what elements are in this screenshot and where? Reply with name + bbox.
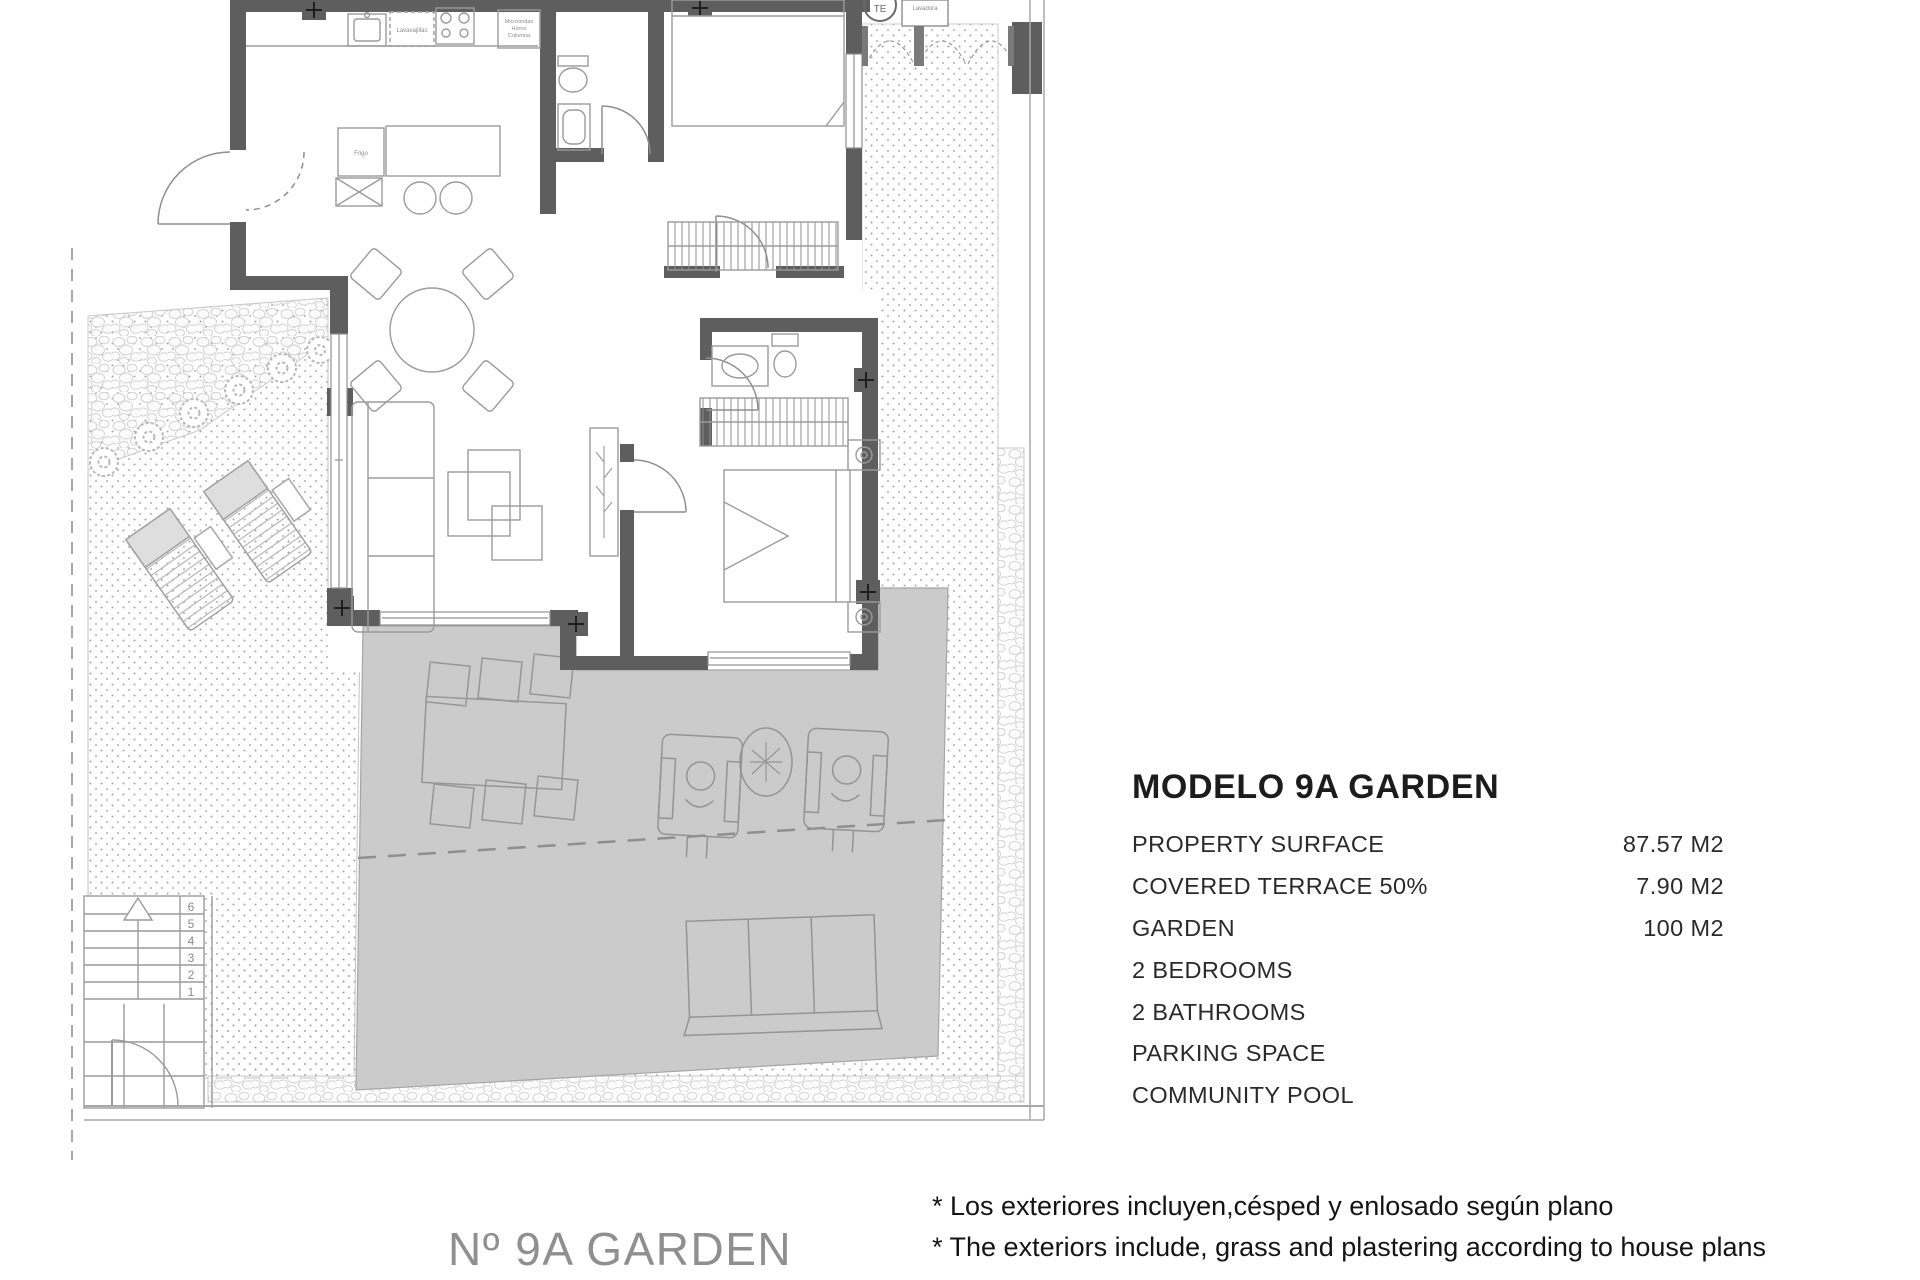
spec-label: COMMUNITY POOL: [1132, 1082, 1354, 1109]
microwave-label-2: Horno: [511, 26, 527, 32]
stair-number: 2: [187, 968, 195, 982]
washing-machine: [902, 0, 948, 26]
spec-row: [1132, 1033, 1724, 1075]
spec-label: GARDEN: [1132, 914, 1235, 941]
fridge-label: Frigo: [354, 151, 368, 157]
spec-label: COVERED TERRACE 50%: [1132, 873, 1428, 900]
spec-table: [1132, 824, 1724, 1117]
microwave-label-3: Columna: [507, 33, 531, 39]
window-living-south: [380, 612, 550, 625]
stair-number: 4: [187, 934, 195, 948]
footnotes: [932, 1186, 1766, 1268]
electrical-panel-label: TE: [873, 4, 887, 15]
spec-row: [1132, 991, 1724, 1033]
window-bedroom1-east: [846, 54, 862, 148]
spec-value: 100 M2: [1643, 914, 1724, 941]
footnote-english: * The exteriors include, grass and plastering according to house plans: [932, 1232, 1766, 1262]
pebble-border-right: [998, 448, 1024, 1102]
spec-row: [1132, 866, 1724, 908]
spec-row: [1132, 824, 1724, 866]
spec-label: PARKING SPACE: [1132, 1040, 1326, 1067]
footnote-spanish: * Los exteriores incluyen,césped y enlosado según plano: [932, 1191, 1614, 1221]
spec-label: PROPERTY SURFACE: [1132, 831, 1385, 858]
stairs: [84, 896, 212, 1108]
dishwasher-label: Lavavajillas: [396, 28, 428, 34]
spec-value: 7.90 M2: [1636, 873, 1724, 900]
microwave-label-1: Microondas: [504, 19, 534, 25]
spec-row: [1132, 949, 1724, 991]
stair-number: 5: [187, 917, 195, 931]
spec-label: 2 BEDROOMS: [1132, 956, 1293, 983]
pebble-border-bottom: [208, 1076, 1024, 1102]
plan-caption: Nº 9A GARDEN: [448, 1223, 793, 1275]
page-title: MODELO 9A GARDEN: [1132, 768, 1500, 806]
entry-door: [158, 152, 230, 224]
spec-value: 87.57 M2: [1622, 831, 1724, 858]
spec-row: [1132, 1075, 1724, 1117]
stair-number: 1: [187, 985, 195, 999]
stair-number: 3: [187, 951, 195, 965]
window-bedroom2-south: [708, 652, 850, 665]
washer-label: Lavadora: [912, 6, 938, 12]
spec-label: 2 BATHROOMS: [1132, 998, 1306, 1025]
window-living-west: [331, 334, 347, 588]
spec-row: [1132, 908, 1724, 950]
stair-number: 6: [187, 900, 195, 914]
